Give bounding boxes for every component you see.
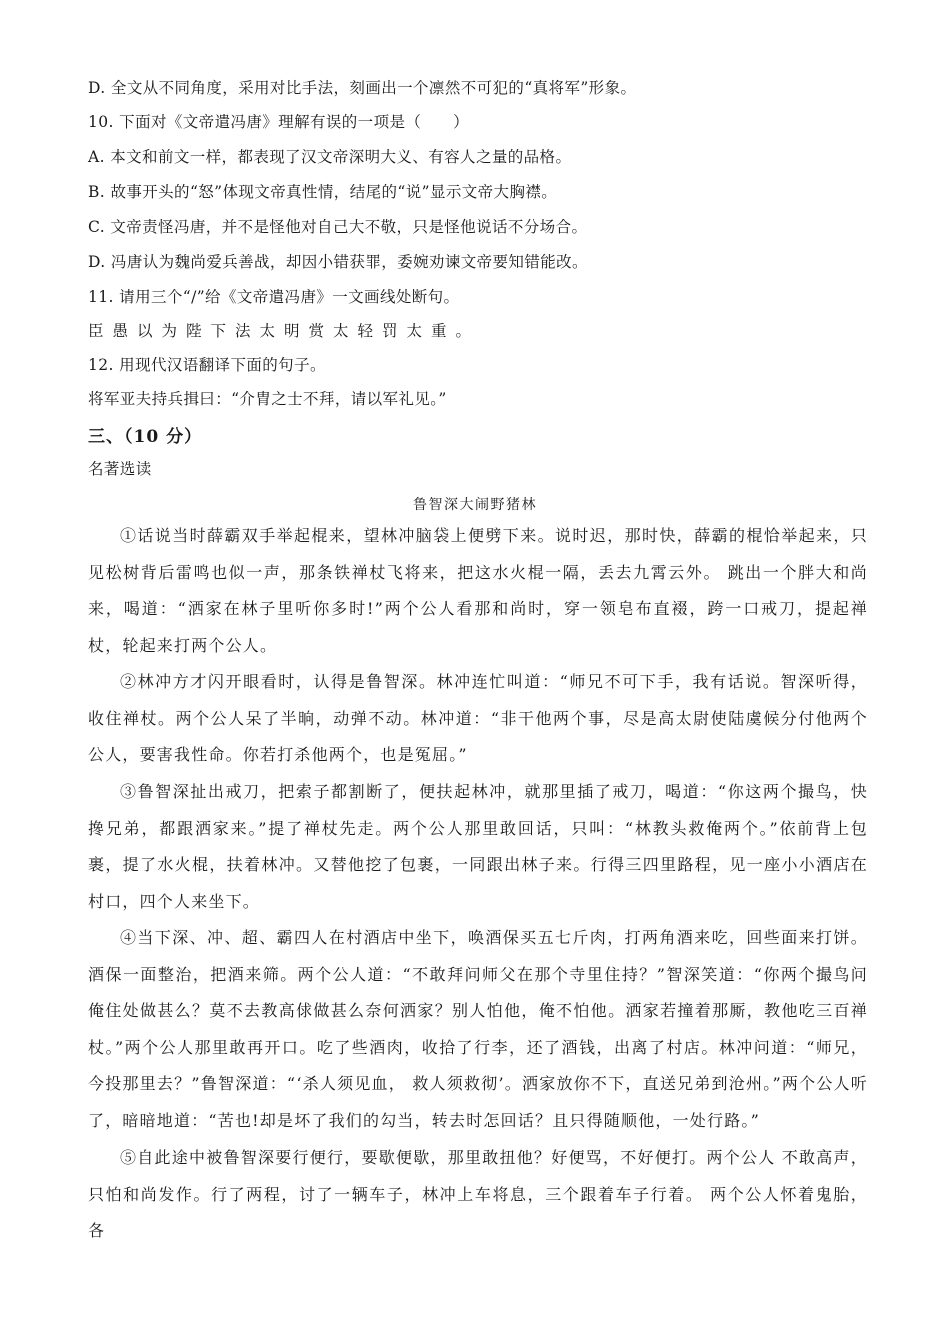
q11-sentence: 臣愚以为陛下法太明赏太轻罚太重。	[88, 322, 481, 340]
passage-paragraph-2: ②林冲方才闪开眼看时，认得是鲁智深。林冲连忙叫道：“师兄不可下手，我有话说。智深听得，收住禅杖。两个公人呆了半晌，动弹不动。林冲道：“非干他两个事，尽是高太尉使陆虞候分付他两个公人，要害我性命。你若打杀他两个，也是冤屈。”	[88, 672, 868, 764]
q10-option-d: D. 冯唐认为魏尚爱兵善战，却因小错获罪，委婉劝谏文帝要知错能改。	[88, 253, 588, 271]
q9-option-d: D. 全文从不同角度，采用对比手法，刻画出一个凛然不可犯的“真将军”形象。	[88, 79, 637, 97]
passage-paragraph-5: ⑤自此途中被鲁智深要行便行，要歇便歇，那里敢扭他？好便骂，不好便打。两个公人 不敢高声，只怕和尚发作。行了两程，讨了一辆车子，林冲上车将息，三个跟着车子行着。 两个公人怀着鬼胎，各	[88, 1148, 868, 1240]
q10-option-a: A. 本文和前文一样，都表现了汉文帝深明大义、有容人之量的品格。	[88, 148, 572, 166]
q12-stem: 12. 用现代汉语翻译下面的句子。	[88, 356, 326, 374]
q12-sentence: 将军亚夫持兵揖曰：“介胄之士不拜，请以军礼见。”	[88, 390, 447, 408]
q10-option-b: B. 故事开头的“怒”体现文帝真性情，结尾的“说”显示文帝大胸襟。	[88, 183, 558, 201]
section-heading: 三、（10 分）	[88, 427, 203, 447]
passage-paragraph-4: ④当下深、冲、超、霸四人在村酒店中坐下，唤酒保买五七斤肉，打两角酒来吃，回些面来打饼。酒保一面整治，把酒来筛。两个公人道：“不敢拜问师父在那个寺里住持？”智深笑道：“你两个撮鸟问俺住处做甚么？莫不去教高俅做甚么奈何洒家？别人怕他，俺不怕他。洒家若撞着那厮，教他吃三百禅杖。”两个公人那里敢再开口。吃了些酒肉，收拾了行李，还了酒钱，出离了村店。林冲问道：“师兄，今投那里去？”鲁智深道：“‘杀人须见血， 救人须救彻’。洒家放你不下，直送兄弟到沧州。”两个公人听了，暗暗地道：“苦也!却是坏了我们的勾当，转去时怎回话？且只得随顺他，一处行路。”	[88, 928, 868, 1130]
passage-title: 鲁智深大闹野猪林	[413, 497, 537, 513]
q10-option-c: C. 文帝责怪冯唐，并不是怪他对自己大不敬，只是怪他说话不分场合。	[88, 218, 588, 236]
passage-paragraph-3: ③鲁智深扯出戒刀，把索子都割断了，便扶起林冲，就那里插了戒刀，喝道：“你这两个撮鸟，快搀兄弟，都跟洒家来。”提了禅杖先走。两个公人那里敢回话，只叫：“林教头救俺两个。”依前背上包裹，提了水火棍，扶着林冲。又替他挖了包裹，一同跟出林子来。行得三四里路程，见一座小小酒店在村口，四个人来坐下。	[88, 782, 868, 911]
q11-stem: 11. 请用三个“/”给《文帝遣冯唐》一文画线处断句。	[88, 288, 460, 306]
section-subheading: 名著选读	[88, 460, 152, 478]
passage-paragraph-1: ①话说当时薛霸双手举起棍来，望林冲脑袋上便劈下来。说时迟，那时快，薛霸的棍恰举起来，只见松树背后雷鸣也似一声，那条铁禅杖飞将来，把这水火棍一隔，丢去九霄云外。 跳出一个胖大和尚来，喝道：“洒家在林子里听你多时!”两个公人看那和尚时，穿一领皂布直裰，跨一口戒刀，提起禅杖，轮起来打两个公人。	[88, 526, 868, 655]
q10-stem: 10. 下面对《文帝遣冯唐》理解有误的一项是（ ）	[88, 113, 469, 131]
